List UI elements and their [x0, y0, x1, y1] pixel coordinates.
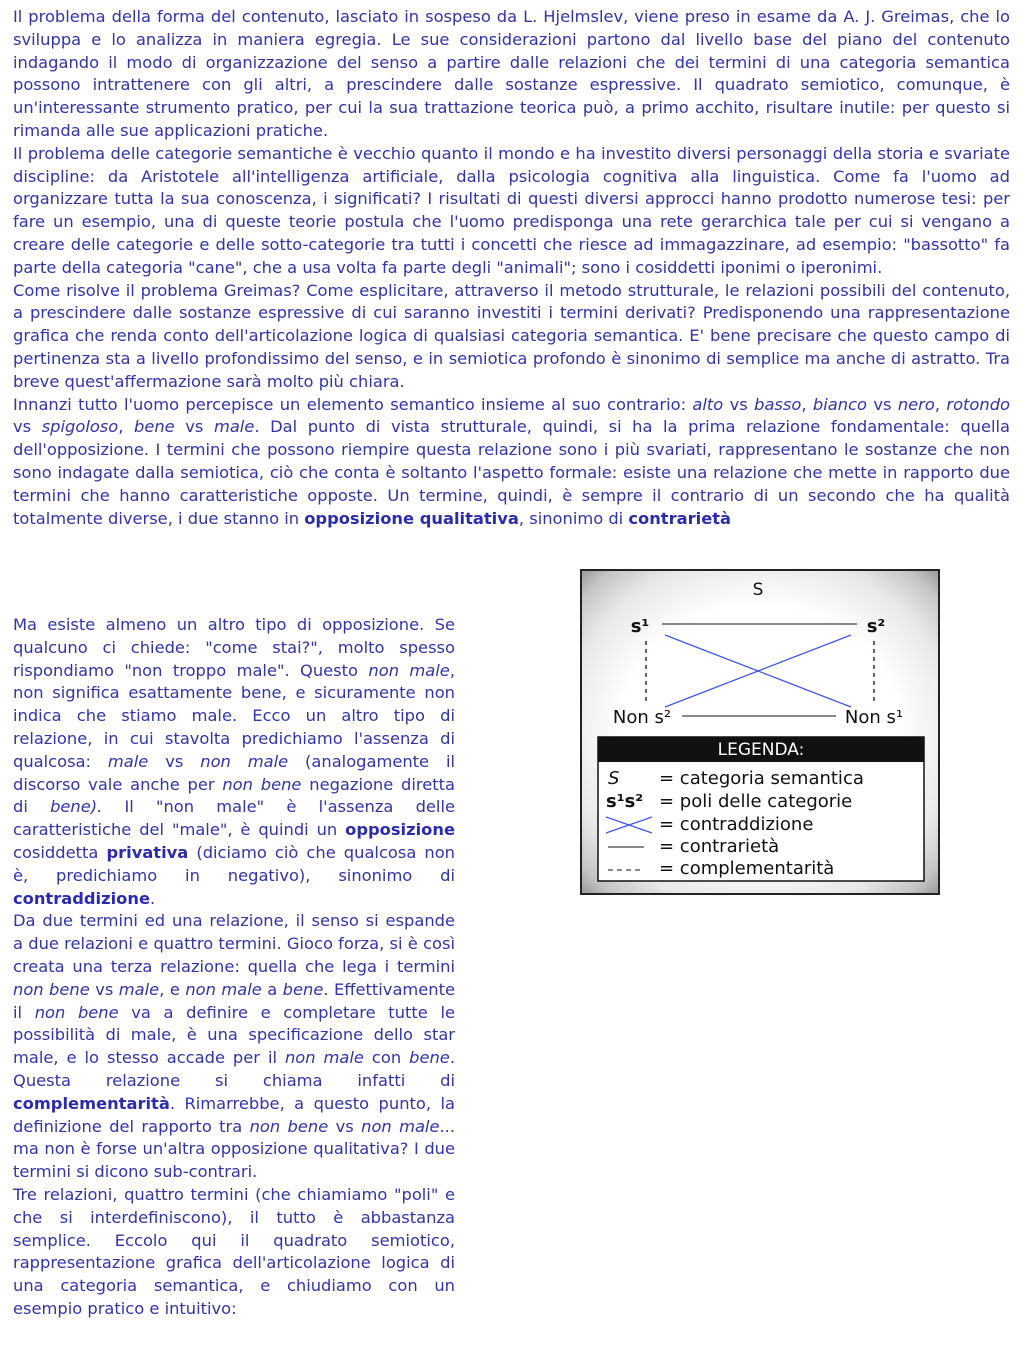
- intro-section: [13, 6, 1010, 530]
- italic-term: bene).: [50, 797, 103, 817]
- text-run: ,: [934, 394, 947, 414]
- text-run: vs: [148, 751, 201, 771]
- text-run: vs: [89, 979, 119, 999]
- legend-text-categoria: = categoria semantica: [659, 768, 864, 789]
- paragraph-greimas-soluzione: Come risolve il problema Greimas? Come esplicitare, attraverso il metodo strutturale, le relazioni possibili del contenuto, a prescindere dalle sostanze espressive di cui saranno investiti i termini derivati? Predisponendo una rappresentazione grafica che renda conto dell'articolazione logica di qualsiasi categoria semantica. E' bene precisare che questo campo di pertinenza sta a livello profondissimo del senso, e in semiotica profondo è sinonimo di semplice ma anche di astratto. Tra breve quest'affermazione sarà molto più chiara.: [13, 280, 1010, 391]
- text-run: ,: [118, 417, 135, 437]
- text-run: ... ma non è forse un'altra opposizione qualitativa? I due termini si dicono sub-contrari.: [13, 1116, 456, 1182]
- italic-term: basso: [754, 394, 802, 414]
- legend-text-contraddizione: = contraddizione: [659, 814, 814, 835]
- italic-term: nero: [897, 394, 935, 414]
- bold-term: privativa: [106, 842, 189, 862]
- label-non-s2: Non s²: [612, 707, 672, 728]
- text-run: vs: [13, 417, 42, 437]
- italic-term: non male: [185, 979, 262, 999]
- label-s1: s¹: [630, 616, 650, 637]
- text-run: . Effettivamente il: [13, 979, 456, 1022]
- italic-term: bianco: [812, 394, 867, 414]
- text-run: Innanzi tutto l'uomo percepisce un elemento semantico insieme al suo contrario:: [13, 394, 693, 414]
- text-run: cosiddetta: [13, 842, 107, 862]
- text-run: con: [363, 1048, 410, 1068]
- italic-term: bene: [409, 1048, 450, 1068]
- italic-term: rotondo: [946, 394, 1011, 414]
- legend-key-s1s2: s¹s²: [606, 791, 644, 812]
- text-run: vs: [867, 394, 898, 414]
- paragraph-forma-contenuto: Il problema della forma del contenuto, lasciato in sospeso da L. Hjelmslev, viene preso in esame da A. J. Greimas, che lo sviluppa e lo analizza in maniera egregia. Le sue considerazioni partono dal livello base del piano del contenuto indagando il modo di organizzazione del senso a partire dalle relazioni che dei termini di una categoria semantica possono intrattenere con gli altri, a prescindere dalle sostanze espressive. Il quadrato semiotico, comunque, è un'interessante strumento pratico, per cui la sua trattazione teorica può, a primo acchito, risultare inutile: per questo si rimanda alle sue applicazioni pratiche.: [13, 7, 1010, 140]
- legend-text-complementarita: = complementarità: [659, 858, 835, 879]
- label-non-s1: Non s¹: [844, 707, 904, 728]
- text-run: negazione diretta di: [13, 774, 456, 817]
- italic-term: non male: [361, 1116, 440, 1136]
- text-run: . Rimarrebbe, a questo punto, la definizione del rapporto tra: [13, 1093, 455, 1136]
- legend-text-poli: = poli delle categorie: [659, 791, 853, 812]
- label-s2: s²: [866, 616, 886, 637]
- text-run: vs: [174, 417, 214, 437]
- paragraph-opposizione-privativa: [13, 614, 455, 910]
- bold-term: opposizione: [345, 820, 455, 840]
- text-run: , e: [159, 979, 186, 999]
- left-column: [13, 614, 455, 1321]
- text-run: va a definire e completare tutte le possibilità di male, è una specificazione dello star male, e lo stesso accade per il: [13, 1002, 455, 1068]
- italic-term: non bene: [222, 774, 302, 794]
- italic-term: non bene: [34, 1002, 119, 1022]
- text-run: (diciamo ciò che qualcosa non è, predichiamo in negativo), sinonimo di: [13, 842, 455, 885]
- paragraph-quadrato-intro: Tre relazioni, quattro termini (che chiamiamo "poli" e che si interdefiniscono), il tutto è abbastanza semplice. Eccolo qui il quadrato semiotico, rappresentazione grafica dell'articolazione logica di una categoria semantica, e chiudiamo con un esempio pratico e intuitivo:: [13, 1184, 455, 1318]
- text-run: , non significa esattamente bene, e sicuramente non indica che stiamo male. Ecco un altro tipo di relazione, in cui stavolta predichiamo l'assenza di qualcosa:: [13, 660, 455, 771]
- semiotic-square-diagram: [582, 571, 938, 893]
- text-run: a: [261, 979, 283, 999]
- legend-title: LEGENDA:: [717, 740, 805, 760]
- bold-term: contraddizione: [13, 888, 150, 908]
- italic-term: bene: [282, 979, 324, 999]
- paragraph-opposizione-qualitativa: [13, 394, 1010, 531]
- legend-text-contrarieta: = contrarietà: [659, 836, 780, 857]
- text-run: (analogamente il discorso vale anche per: [13, 751, 456, 794]
- italic-term: spigoloso: [41, 417, 119, 437]
- paragraph-complementarita: [13, 910, 455, 1184]
- text-run: . Questa relazione si chiama infatti di: [13, 1048, 455, 1090]
- bold-term: contrarietà: [628, 508, 732, 528]
- italic-term: non bene: [13, 979, 90, 999]
- italic-term: male: [213, 417, 255, 437]
- bold-term: complementarità: [13, 1093, 170, 1113]
- italic-term: bene: [134, 417, 175, 437]
- italic-term: non male: [368, 660, 450, 680]
- label-s: S: [752, 580, 764, 600]
- text-run: Da due termini ed una relazione, il senso si espande a due relazioni e quattro termini. Gioco forza, si è così creata una terza relazione: quella che lega i termini: [13, 911, 455, 976]
- text-run: . Dal punto di vista strutturale, quindi, si ha la prima relazione fondamentale: quella dell'opposizione. I termini che possono riempire questa relazione sono i più svariati, rappresentano le sostanze che non sono indagate dalla semiotica, ciò che conta è soltanto l'aspetto formale: esiste una relazione che mette in rapporto due termini che hanno caratteristiche opposte. Un termine, quindi, è sempre il contrario di un secondo che ha qualità totalmente diverse, i due stanno in: [13, 417, 1011, 528]
- italic-term: non bene: [249, 1116, 329, 1136]
- italic-term: non male: [200, 751, 289, 771]
- text-run: , sinonimo di: [518, 508, 629, 528]
- italic-term: male: [118, 979, 160, 999]
- text-run: Ma esiste almeno un altro tipo di opposizione. Se qualcuno ci chiede: "come stai?", molto spesso rispondiamo "non troppo male". Questo: [13, 615, 455, 680]
- bold-term: opposizione qualitativa: [304, 508, 519, 528]
- text-run: Il "non male" è l'assenza delle caratteristiche del "male", è quindi un: [13, 797, 455, 840]
- text-run: .: [150, 888, 156, 908]
- text-run: vs: [723, 394, 755, 414]
- italic-term: alto: [692, 394, 724, 414]
- italic-term: male: [107, 751, 149, 771]
- legend-key-s: S: [608, 768, 620, 789]
- semiotic-square-figure: [580, 569, 940, 895]
- text-run: vs: [328, 1116, 362, 1136]
- text-run: ,: [801, 394, 813, 414]
- italic-term: non male: [284, 1048, 364, 1068]
- paragraph-categorie-semantiche: Il problema delle categorie semantiche è vecchio quanto il mondo e ha investito diversi personaggi della storia e svariate discipline: da Aristotele all'intelligenza artificiale, dalla psicologia cognitiva alla linguistica. Come fa l'uomo ad organizzare tutta la sua conoscenza, i significati? I risultati di questi diversi approcci hanno prodotto numerose tesi: per fare un esempio, una di queste teorie postula che l'uomo predisponga una rete gerarchica tale per cui si vengano a creare delle categorie e delle sotto-categorie tra tutti i concetti che riesce ad immagazzinare, ad esempio: "bassotto" fa parte della categoria "cane", che a usa volta fa parte degli "animali"; sono i cosiddetti iponimi o iperonimi.: [13, 143, 1010, 277]
